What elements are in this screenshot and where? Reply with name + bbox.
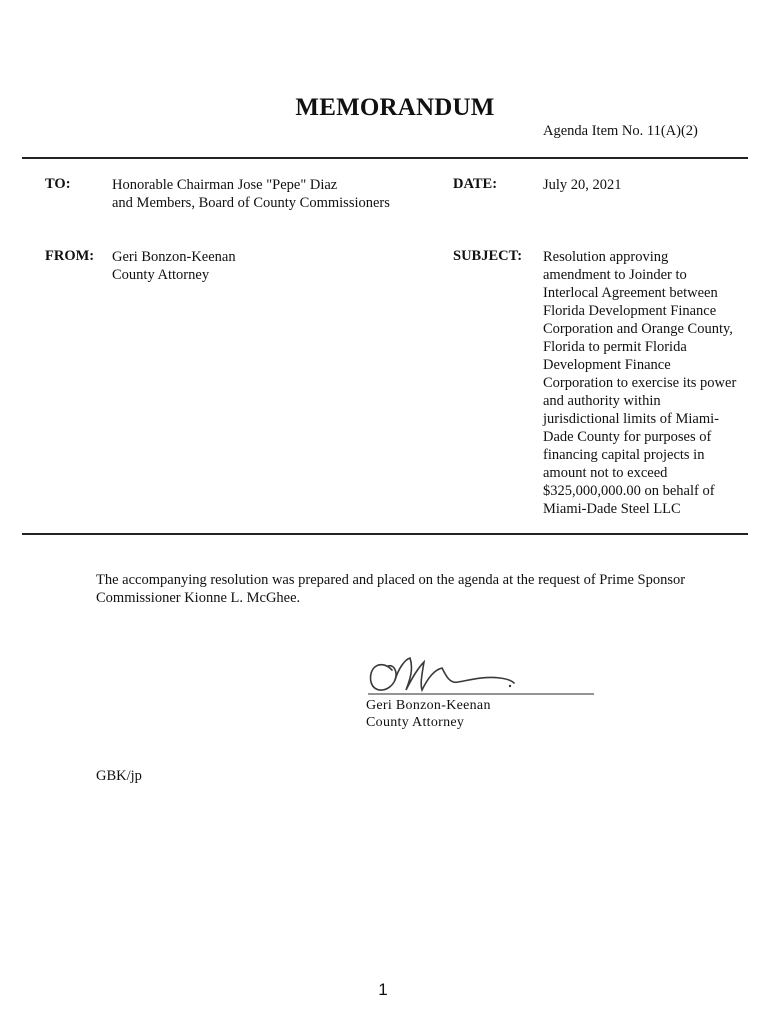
to-label: TO: — [45, 176, 71, 192]
header-divider-bottom — [22, 533, 748, 535]
subject-line: Corporation and Orange County, — [543, 321, 733, 337]
subject-line: Development Finance — [543, 357, 671, 373]
signature-block — [366, 697, 491, 731]
body-paragraph — [96, 571, 736, 607]
header-divider-top — [22, 157, 748, 159]
subject-line: financing capital projects in — [543, 447, 705, 463]
subject-label: SUBJECT: — [453, 248, 523, 264]
subject-line: Florida Development Finance — [543, 303, 717, 319]
reference-initials: GBK/jp — [96, 768, 142, 784]
subject-line: Miami-Dade Steel LLC — [543, 501, 681, 517]
body-line: The accompanying resolution was prepared and placed on the agenda at the request of Prime Sponsor — [96, 572, 686, 588]
from-label: FROM: — [45, 248, 95, 264]
subject-line: Dade County for purposes of — [543, 429, 712, 445]
subject-line: Florida to permit Florida — [543, 339, 687, 355]
from-line: Geri Bonzon-Keenan — [112, 249, 236, 265]
from-line: County Attorney — [112, 267, 210, 283]
body-line: Commissioner Kionne L. McGhee. — [96, 590, 301, 606]
subject-line: Resolution approving — [543, 249, 669, 265]
page-title: MEMORANDUM — [295, 94, 495, 121]
to-line: Honorable Chairman Jose "Pepe" Diaz — [112, 177, 338, 193]
from-sender — [112, 248, 236, 284]
subject-line: amendment to Joinder to — [543, 267, 687, 283]
subject-line: jurisdictional limits of Miami- — [543, 411, 719, 427]
date-value: July 20, 2021 — [543, 177, 622, 193]
subject-line: amount not to exceed — [543, 465, 668, 481]
subject-line: Interlocal Agreement between — [543, 285, 718, 301]
page-number: 1 — [378, 980, 388, 999]
signature-title: County Attorney — [366, 715, 465, 730]
date-label: DATE: — [453, 176, 498, 192]
subject-line: $325,000,000.00 on behalf of — [543, 483, 715, 499]
handwritten-signature — [362, 648, 602, 702]
to-recipient — [112, 176, 390, 212]
agenda-item-number: Agenda Item No. 11(A)(2) — [543, 123, 698, 139]
subject-line: Corporation to exercise its power — [543, 375, 737, 391]
subject-line: and authority within — [543, 393, 661, 409]
to-line: and Members, Board of County Commissioners — [112, 195, 390, 211]
subject-text — [543, 248, 753, 518]
signature-name: Geri Bonzon-Keenan — [366, 698, 491, 713]
